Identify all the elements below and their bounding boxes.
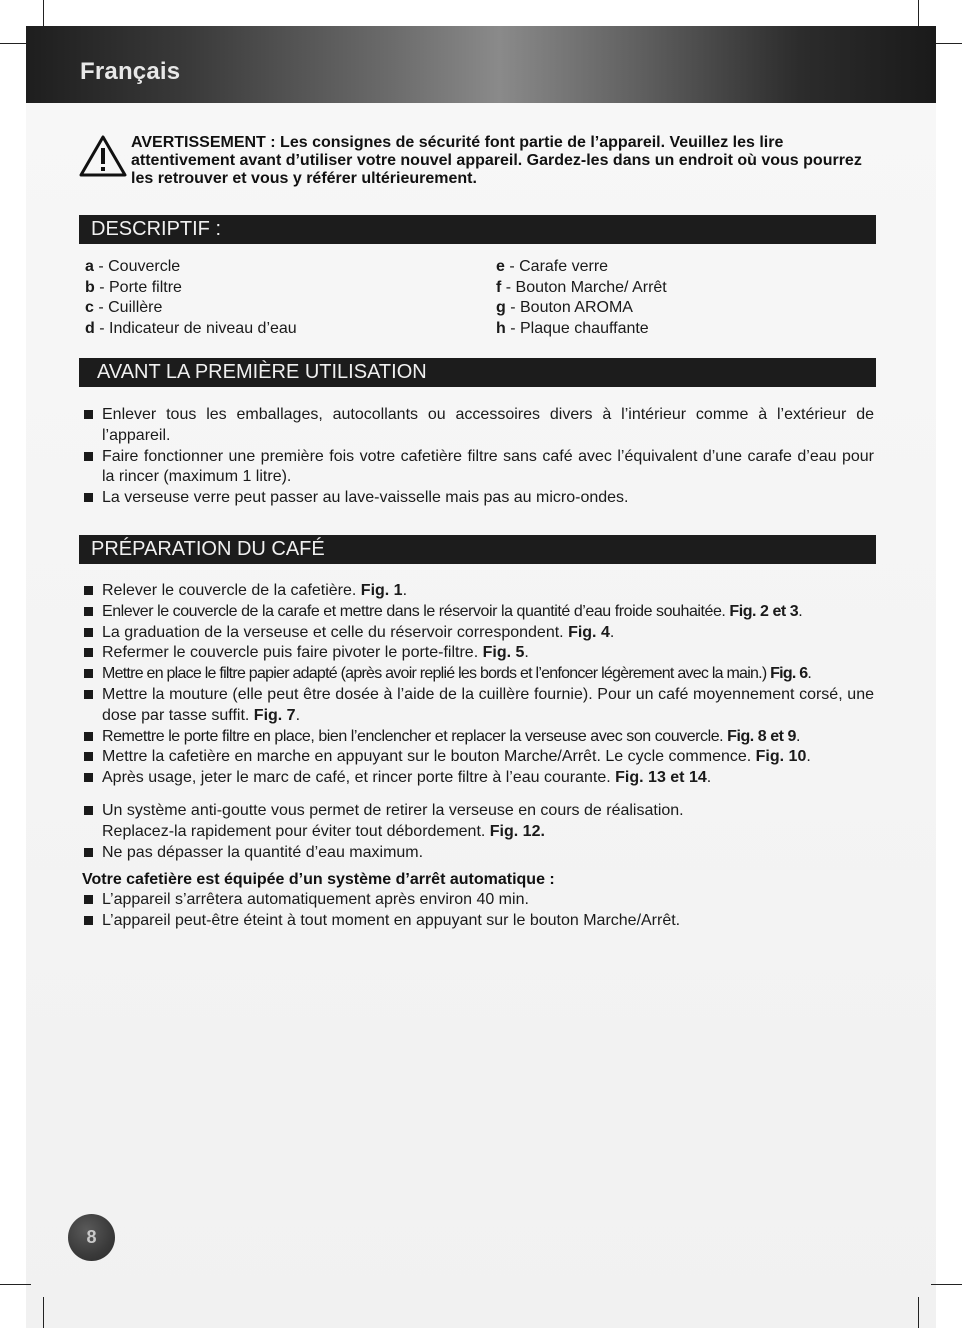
page-number: 8 [68,1214,115,1261]
list-item: L’appareil s’arrêtera automatiquement après environ 40 min. [84,890,874,911]
auto-shutoff-heading: Votre cafetière est équipée d’un système d’arrêt automatique : [82,871,555,888]
list-item: La verseuse verre peut passer au lave-vaisselle mais pas au micro-ondes. [84,488,874,509]
list-item: Un système anti-goutte vous permet de retirer la verseuse en cours de réalisation. Replacez-la rapidement pour éviter tout débordement. Fig. 12. [84,801,874,843]
list-item: Mettre en place le filtre papier adapté (après avoir replié les bords et l’enfoncer légèrement avec la main.) Fig. 6. [84,664,874,685]
section-descriptif-header [79,215,876,244]
list-item: Après usage, jeter le marc de café, et rincer porte filtre à l’eau courante. Fig. 13 et 14. [84,768,874,789]
list-item: Faire fonctionner une première fois votre cafetière filtre sans café avec l’équivalent d’une carafe d’eau pour la rincer (maximum 1 litre). [84,447,874,489]
section-title: AVANT LA PREMIÈRE UTILISATION [97,361,427,383]
list-item: Ne pas dépasser la quantité d’eau maximum. [84,843,874,864]
part-item: h - Plaque chauffante [496,320,649,338]
crop-mark [43,1297,44,1328]
preparation-list [84,581,874,789]
part-item: d - Indicateur de niveau d’eau [85,320,297,338]
crop-mark [931,1284,962,1285]
list-item: Relever le couvercle de la cafetière. Fig. 1. [84,581,874,602]
auto-shutoff-list [84,890,874,932]
part-item: c - Cuillère [85,299,163,317]
language-title: Français [80,58,181,85]
safety-warning-text: AVERTISSEMENT : Les consignes de sécurité font partie de l’appareil. Veuillez les lire attentivement avant d’utiliser votre nouvel appareil. Gardez-les dans un endroit où vous pourrez les retrouver et vous y référer ultérieurement. [131,134,862,187]
section-preparation-header [79,535,876,564]
section-title: PRÉPARATION DU CAFÉ [91,538,325,560]
list-item: Refermer le couvercle puis faire pivoter le porte-filtre. Fig. 5. [84,643,874,664]
list-item: Remettre le porte filtre en place, bien l’enclencher et replacer la verseuse avec son couvercle. Fig. 8 et 9. [84,727,874,748]
parts-list-right [496,257,667,340]
part-item: e - Carafe verre [496,258,609,275]
part-item: b - Porte filtre [85,278,182,296]
part-item: g - Bouton AROMA [496,299,633,317]
list-item: Enlever tous les emballages, autocollants ou accessoires divers à l’intérieur comme à l’extérieur de l’appareil. [84,405,874,447]
list-item: Mettre la mouture (elle peut être dosée à l’aide de la cuillère fournie). Pour un café moyennement corsé, une dose par tasse suffit. Fig. 7. [84,685,874,727]
section-avant-header [79,358,876,387]
anti-drip-list [84,801,874,863]
part-item: a - Couvercle [85,258,181,275]
list-item: Enlever le couvercle de la carafe et mettre dans le réservoir la quantité d’eau froide souhaitée. Fig. 2 et 3. [84,602,874,623]
part-item: f - Bouton Marche/ Arrêt [496,278,667,296]
avant-list [84,405,874,509]
list-item: Mettre la cafetière en marche en appuyant sur le bouton Marche/Arrêt. Le cycle commence. Fig. 10. [84,747,874,768]
section-title: DESCRIPTIF : [91,218,222,240]
crop-mark [0,1284,31,1285]
list-item: L’appareil peut-être éteint à tout moment en appuyant sur le bouton Marche/Arrêt. [84,911,874,932]
list-item: La graduation de la verseuse et celle du réservoir correspondent. Fig. 4. [84,623,874,644]
crop-mark [918,1297,919,1328]
parts-list-left [85,257,297,340]
warning-triangle-icon [79,134,127,178]
